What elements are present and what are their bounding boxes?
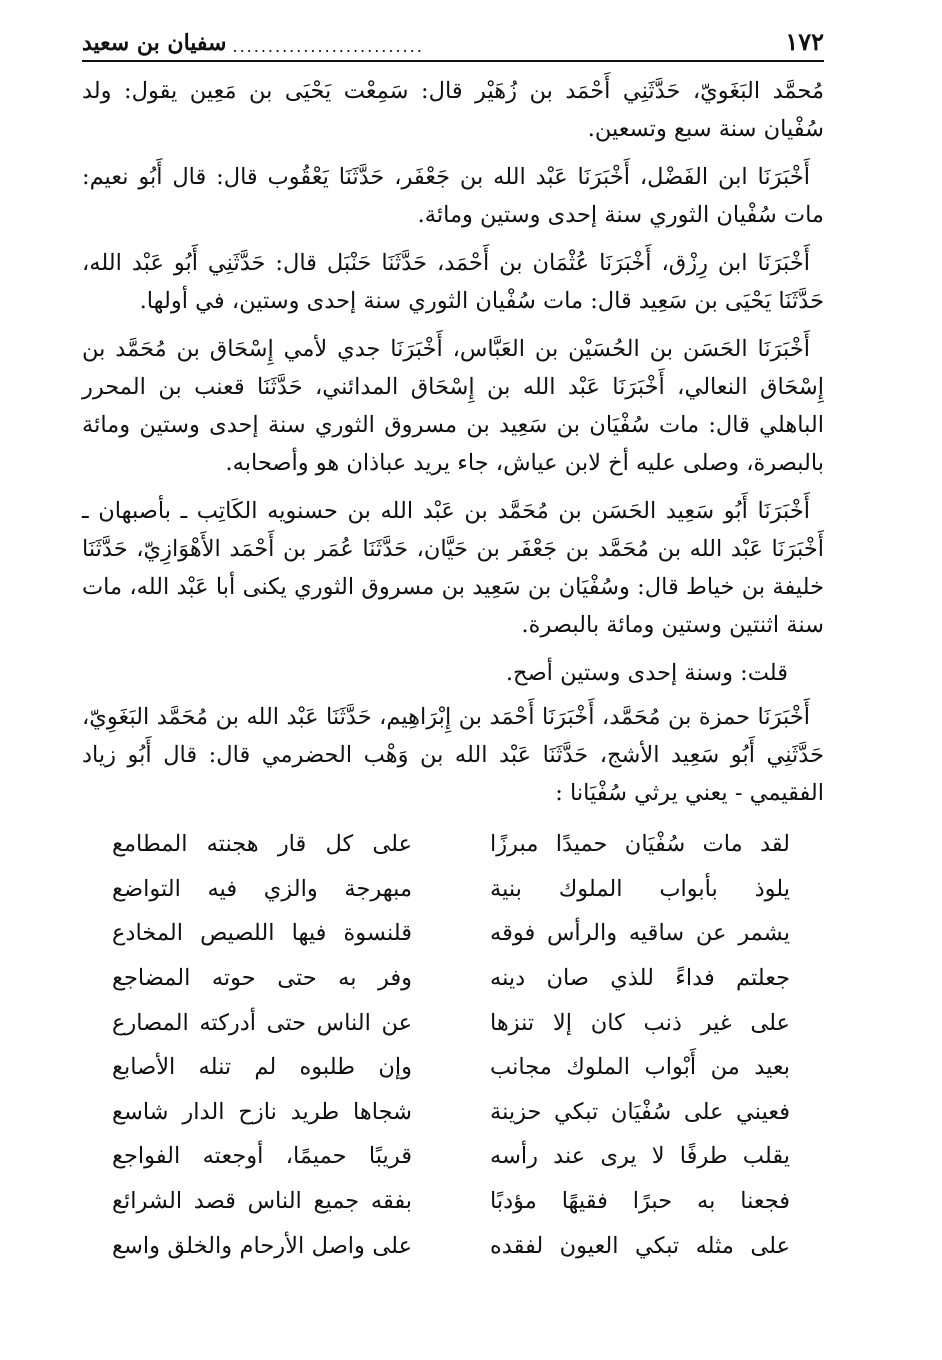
- paragraph: أَخْبَرَنَا الحَسَن بن الحُسَيْن بن العَبَّاس، أَخْبَرَنَا جدي لأمي إِسْحَاق بن مُحَمَّد بن إِسْحَاق النعالي، أَخْبَرَنَا عَبْد الله بن إِسْحَاق المدائني، حَدَّثَنَا قعنب بن المحرر الباهلي قال: مات سُفْيَان بن سَعِيد بن مسروق الثوري سنة إحدى وستين ومائة بالبصرة، وصلى عليه أخ لابن عياش، جاء يريد عباذان هو وأصحابه.: [82, 336, 824, 476]
- leader-dots: ...........................: [232, 37, 424, 56]
- poem-verse: [82, 1000, 824, 1045]
- verse-first-hemistich: يقلب طرفًا لا يرى عند رأسه: [490, 1143, 790, 1170]
- verse-second-hemistich: وإن طلبوه لم تنله الأصابع: [112, 1054, 412, 1081]
- paragraph: أَخْبَرَنَا ابن رِزْق، أَخْبَرَنَا عُثْمَان بن أَحْمَد، حَدَّثَنَا حَنْبَل قال: حَدَّثَنِي أَبُو عَبْد الله، حَدَّثَنَا يَحْيَى بن سَعِيد قال: مات سُفْيان الثوري سنة إحدى وستين، في أولها.: [82, 250, 824, 314]
- page-number: ١٧٢: [785, 27, 824, 56]
- verse-second-hemistich: على كل قار هجنته المطامع: [112, 831, 412, 858]
- paragraph: أَخْبَرَنَا ابن الفَضْل، أَخْبَرَنَا عَبْد الله بن جَعْفَر، حَدَّثَنَا يَعْقُوب قال: قال أَبُو نعيم: مات سُفْيان الثوري سنة إحدى وستين ومائة.: [82, 164, 824, 228]
- verse-first-hemistich: على غير ذنب كان إلا تنزها: [490, 1009, 790, 1036]
- verse-second-hemistich: قريبًا حميمًا، أوجعته الفواجع: [112, 1143, 412, 1170]
- poem-verse: [82, 1223, 824, 1268]
- poem-verse: [82, 1090, 824, 1135]
- paragraph: أَخْبَرَنَا حمزة بن مُحَمَّد، أَخْبَرَنَا أَحْمَد بن إِبْرَاهِيم، حَدَّثَنَا عَبْد الله بن مُحَمَّد البَغَوِيّ، حَدَّثَنِي أَبُو سَعِيد الأشج، حَدَّثَنَا عَبْد الله بن وَهْب الحضرمي قال: قال أَبُو زياد الفقيمي - يعني يرثي سُفْيَانا :: [82, 704, 824, 806]
- verse-first-hemistich: بعيد من أَبْواب الملوك مجانب: [490, 1054, 790, 1081]
- author-note: قلت: وسنة إحدى وستين أصح.: [505, 660, 788, 686]
- verse-first-hemistich: فجعنا به حبرًا فقيهًا مؤدبًا: [490, 1188, 790, 1215]
- paragraph: مُحمَّد البَغَويّ، حَدَّثَنِي أَحْمَد بن زُهَيْر قال: سَمِعْت يَحْيَى بن مَعِين يقول: ولد سُفْيان سنة سبع وتسعين.: [82, 78, 824, 142]
- book-page: [82, 22, 824, 1268]
- poem-verse: [82, 867, 824, 912]
- verse-second-hemistich: مبهرجة والزي فيه التواضع: [112, 875, 412, 902]
- poem: [82, 822, 824, 1268]
- verse-first-hemistich: يلوذ بأبواب الملوك بنية: [490, 875, 790, 902]
- verse-second-hemistich: عن الناس حتى أدركته المصارع: [112, 1009, 412, 1036]
- running-title-block: [82, 30, 424, 56]
- poem-verse: [82, 956, 824, 1001]
- verse-first-hemistich: لقد مات سُفْيَان حميدًا مبرزًا: [490, 831, 790, 858]
- paragraph: أَخْبَرَنَا أَبُو سَعِيد الحَسَن بن مُحَمَّد بن عَبْد الله بن حسنويه الكَاتِب ـ بأصبهان ـ أَخْبَرَنَا عَبْد الله بن مُحَمَّد بن جَعْفَر بن حَيَّان، حَدَّثَنَا عُمَر بن أَحْمَد الأَهْوَازِيّ، حَدَّثَنَا خليفة بن خياط قال: وسُفْيَان بن سَعِيد بن مسروق الثوري يكنى أبا عَبْد الله، مات سنة اثنتين وستين ومائة بالبصرة.: [82, 498, 824, 638]
- poem-verse: [82, 911, 824, 956]
- verse-first-hemistich: جعلتم فداءً للذي صان دينه: [490, 965, 790, 992]
- verse-first-hemistich: على مثله تبكي العيون لفقده: [490, 1232, 790, 1259]
- poem-verse: [82, 822, 824, 867]
- verse-second-hemistich: قلنسوة فيها اللصيص المخادع: [112, 920, 412, 947]
- verse-second-hemistich: وفر به حتى حوته المضاجع: [112, 965, 412, 992]
- poem-verse: [82, 1134, 824, 1179]
- page-header: [82, 22, 824, 62]
- body-text: [82, 72, 824, 812]
- verse-second-hemistich: شجاها طريد نازح الدار شاسع: [112, 1098, 412, 1125]
- poem-verse: [82, 1045, 824, 1090]
- verse-first-hemistich: يشمر عن ساقيه والرأس فوقه: [490, 920, 790, 947]
- poem-verse: [82, 1179, 824, 1224]
- running-title: سفيان بن سعيد: [82, 30, 227, 56]
- verse-second-hemistich: على واصل الأرحام والخلق واسع: [112, 1232, 412, 1259]
- verse-second-hemistich: بفقه جميع الناس قصد الشرائع: [112, 1188, 412, 1215]
- verse-first-hemistich: فعيني على سُفْيَان تبكي حزينة: [490, 1098, 790, 1125]
